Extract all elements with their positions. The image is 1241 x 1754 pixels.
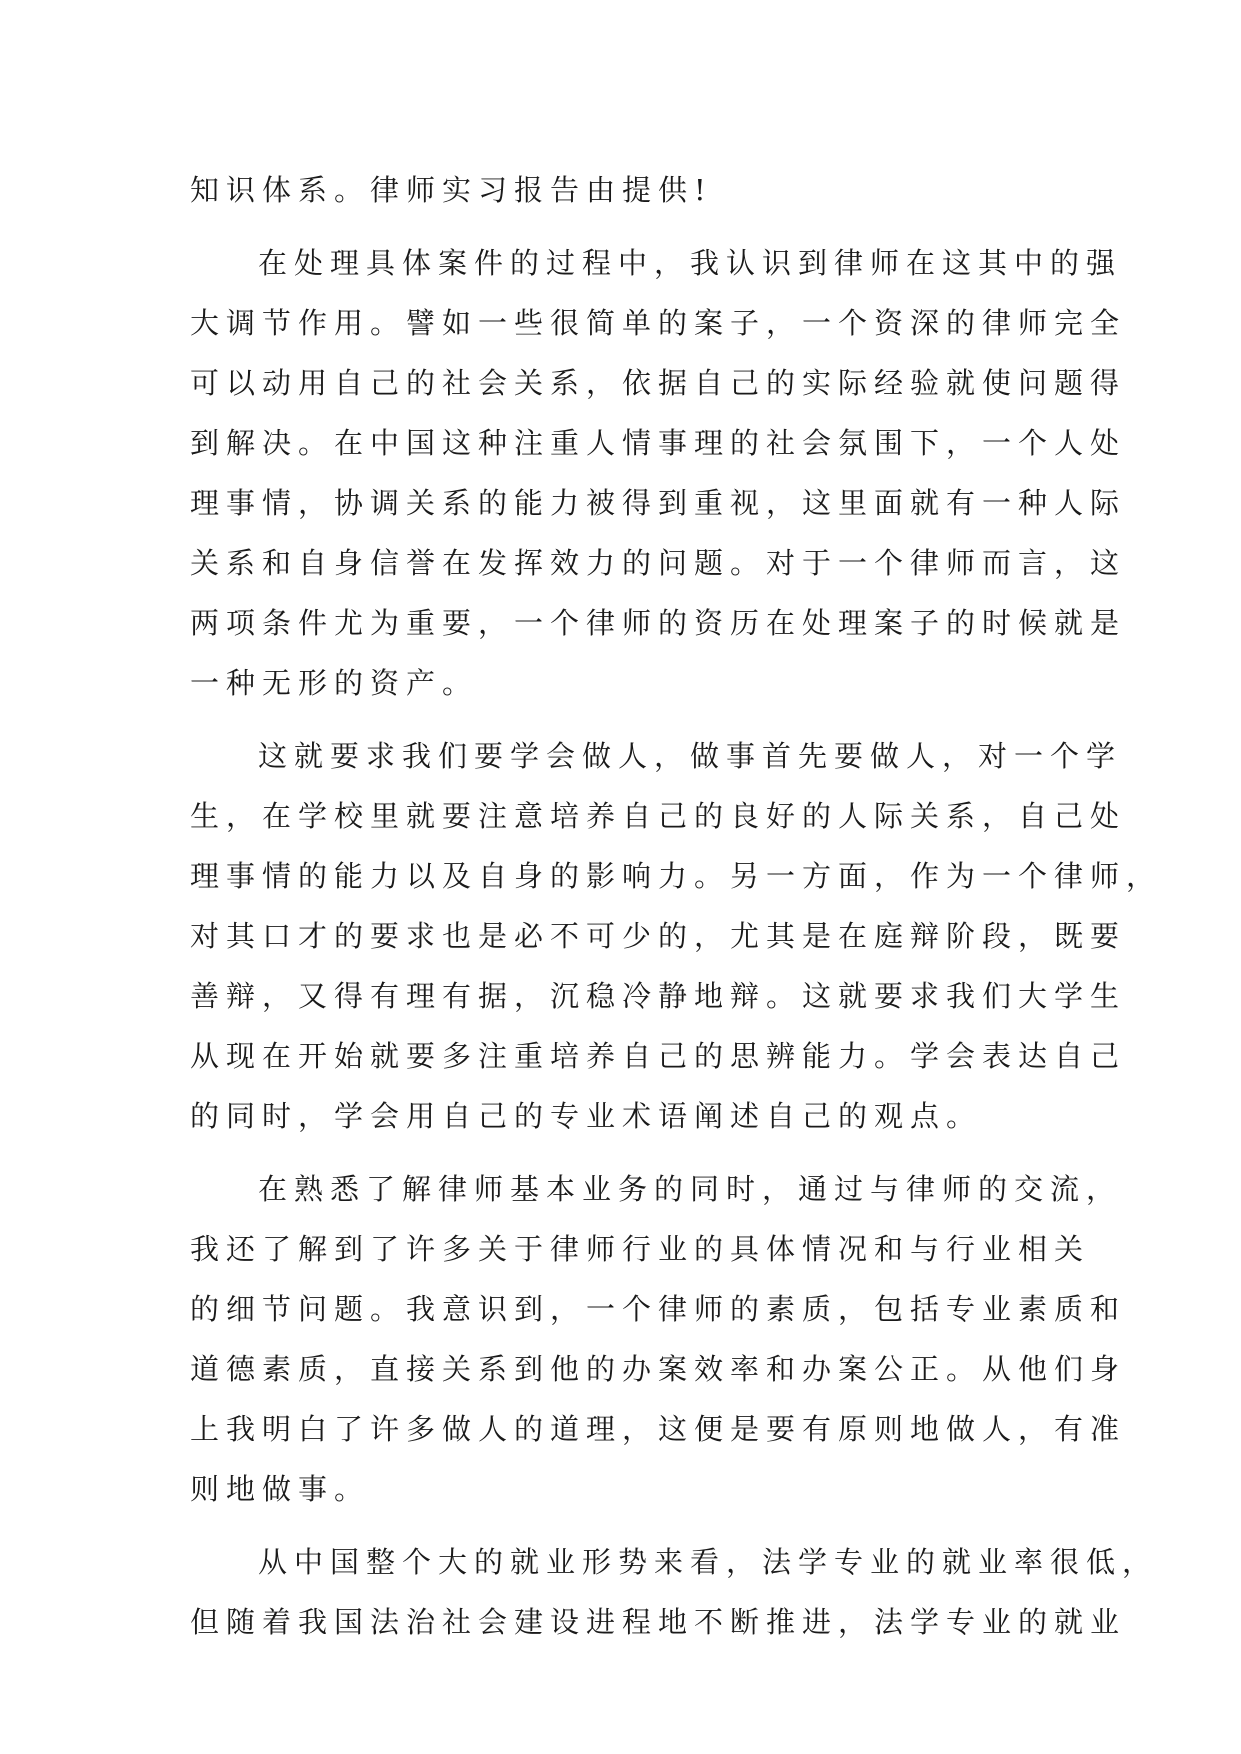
paragraph-1	[190, 160, 1070, 220]
text-line: 知识体系。律师实习报告由提供!	[190, 173, 713, 207]
text-line: 但随着我国法治社会建设进程地不断推进，法学专业的就业	[190, 1605, 1127, 1639]
paragraph-4	[190, 1159, 1127, 1519]
text-line: 到解决。在中国这种注重人情事理的社会氛围下，一个人处	[190, 426, 1127, 460]
paragraph-3	[190, 726, 1163, 1146]
text-line: 在处理具体案件的过程中，我认识到律师在这其中的强	[258, 246, 1123, 280]
text-line: 两项条件尤为重要，一个律师的资历在处理案子的时候就是	[190, 606, 1127, 640]
text-line: 的细节问题。我意识到，一个律师的素质，包括专业素质和	[190, 1292, 1127, 1326]
text-line: 善辩，又得有理有据，沉稳冷静地辩。这就要求我们大学生	[190, 979, 1127, 1013]
text-line: 关系和自身信誉在发挥效力的问题。对于一个律师而言，这	[190, 546, 1127, 580]
paragraph-5	[190, 1532, 1159, 1652]
text-line: 理事情的能力以及自身的影响力。另一方面，作为一个律师，	[190, 859, 1163, 893]
text-line: 对其口才的要求也是必不可少的，尤其是在庭辩阶段，既要	[190, 919, 1127, 953]
text-line: 道德素质，直接关系到他的办案效率和办案公正。从他们身	[190, 1352, 1127, 1386]
text-line: 上我明白了许多做人的道理，这便是要有原则地做人，有准	[190, 1412, 1127, 1446]
text-line: 从中国整个大的就业形势来看，法学专业的就业率很低，	[258, 1545, 1159, 1579]
text-line: 从现在开始就要多注重培养自己的思辨能力。学会表达自己	[190, 1039, 1127, 1073]
text-line: 的同时，学会用自己的专业术语阐述自己的观点。	[190, 1099, 983, 1133]
text-line: 这就要求我们要学会做人，做事首先要做人，对一个学	[258, 739, 1123, 773]
text-line: 生，在学校里就要注意培养自己的良好的人际关系，自己处	[190, 799, 1127, 833]
paragraph-2	[190, 233, 1127, 713]
text-line: 在熟悉了解律师基本业务的同时，通过与律师的交流，	[258, 1172, 1123, 1206]
text-line: 我还了解到了许多关于律师行业的具体情况和与行业相关	[190, 1232, 1091, 1266]
text-line: 理事情，协调关系的能力被得到重视，这里面就有一种人际	[190, 486, 1127, 520]
text-line: 一种无形的资产。	[190, 666, 479, 700]
body-text	[190, 160, 1163, 1652]
text-line: 可以动用自己的社会关系，依据自己的实际经验就使问题得	[190, 366, 1127, 400]
text-line: 大调节作用。譬如一些很简单的案子，一个资深的律师完全	[190, 306, 1127, 340]
text-line: 则地做事。	[190, 1472, 371, 1506]
